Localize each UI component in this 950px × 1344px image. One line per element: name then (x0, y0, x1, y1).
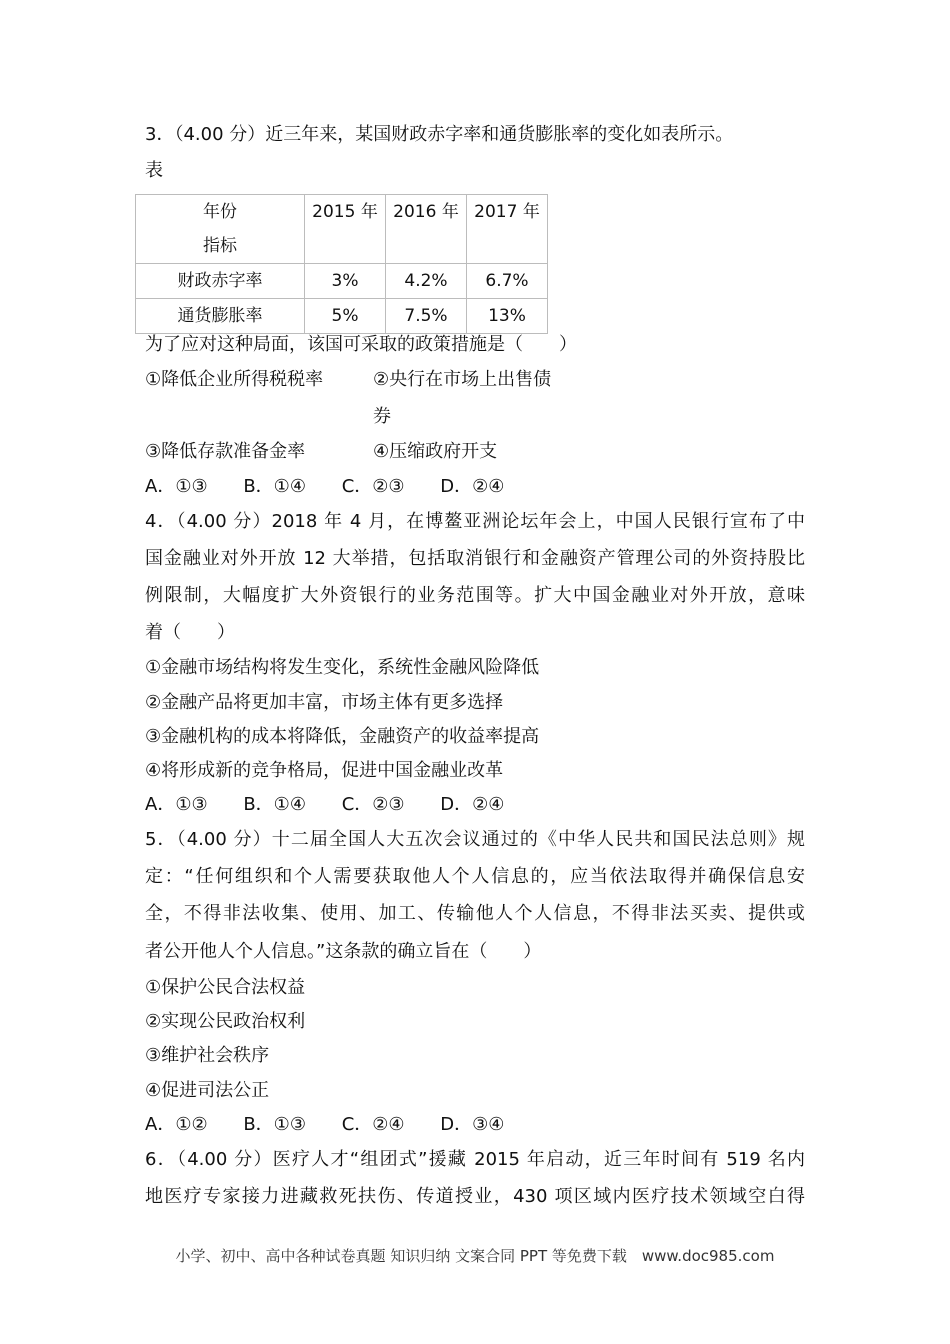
table-cell: 4.2% (386, 264, 467, 299)
table-row (136, 299, 548, 334)
q3-option-1: ①降低企业所得税税率 (145, 369, 324, 390)
year-header-2017: 2017 年 (467, 195, 548, 264)
q6-stem-line-2: 地医疗专家接力进藏救死扶伤、传道授业，430 项区域内医疗技术领域空白得 (145, 1186, 805, 1207)
q5-option-4: ④促进司法公正 (145, 1080, 270, 1101)
q3-stem: 3．（4.00 分）近三年来，某国财政赤字率和通货膨胀率的变化如表所示。 (145, 124, 734, 145)
choice-a[interactable]: A．①③ (145, 476, 208, 497)
q3-choices (145, 474, 504, 500)
q5-option-1: ①保护公民合法权益 (145, 977, 306, 998)
table-row (136, 264, 548, 299)
choice-c[interactable]: C．②③ (341, 794, 405, 815)
q5-stem-line-1: 5．（4.00 分）十二届全国人大五次会议通过的《中华人民共和国民法总则》规 (145, 829, 805, 850)
q3-option-4: ④压缩政府开支 (373, 441, 498, 462)
q5-option-2: ②实现公民政治权利 (145, 1011, 306, 1032)
q4-stem-line-4: 着（ ） (145, 622, 235, 643)
q4-option-1: ①金融市场结构将发生变化，系统性金融风险降低 (145, 657, 540, 678)
year-header-2015: 2015 年 (305, 195, 386, 264)
choice-c[interactable]: C．②④ (341, 1114, 405, 1135)
q6-stem-line-1: 6．（4.00 分）医疗人才“组团式”援藏 2015 年启动，近三年时间有 519 名内 (145, 1149, 805, 1170)
q4-choices (145, 792, 504, 818)
table-cell: 13% (467, 299, 548, 334)
choice-a[interactable]: A．①② (145, 1114, 208, 1135)
choice-c[interactable]: C．②③ (341, 476, 405, 497)
table-cell: 3% (305, 264, 386, 299)
q4-stem-line-1: 4．（4.00 分）2018 年 4 月，在博鳌亚洲论坛年会上，中国人民银行宣布了中 (145, 511, 805, 532)
choice-b[interactable]: B．①④ (243, 476, 306, 497)
corner-bottom-label: 指标 (203, 236, 237, 256)
q3-option-2: ②央行在市场上出售债 (373, 369, 552, 390)
choice-d[interactable]: D．②④ (440, 794, 505, 815)
choice-d[interactable]: D．③④ (440, 1114, 505, 1135)
table-cell: 6.7% (467, 264, 548, 299)
q3-question: 为了应对这种局面，该国可采取的政策措施是（ ） (145, 334, 577, 355)
q5-stem-line-2: 定：“任何组织和个人需要获取他人个人信息的，应当依法取得并确保信息安 (145, 866, 805, 887)
table-cell: 7.5% (386, 299, 467, 334)
page-footer: 小学、初中、高中各种试卷真题 知识归纳 文案合同 PPT 等免费下载 www.doc985.com (175, 1247, 775, 1265)
q5-choices (145, 1112, 504, 1138)
q5-option-3: ③维护社会秩序 (145, 1045, 270, 1066)
q4-stem-line-3: 例限制，大幅度扩大外资银行的业务范围等。扩大中国金融业对外开放，意味 (145, 585, 805, 606)
q5-stem-line-3: 全，不得非法收集、使用、加工、传输他人个人信息，不得非法买卖、提供或 (145, 903, 805, 924)
row-label-inflation: 通货膨胀率 (136, 299, 305, 334)
q4-option-2: ②金融产品将更加丰富，市场主体有更多选择 (145, 692, 504, 713)
row-label-deficit: 财政赤字率 (136, 264, 305, 299)
choice-a[interactable]: A．①③ (145, 794, 208, 815)
table-corner-cell (136, 195, 305, 264)
q4-option-4: ④将形成新的竞争格局，促进中国金融业改革 (145, 760, 504, 781)
choice-b[interactable]: B．①④ (243, 794, 306, 815)
table-cell: 5% (305, 299, 386, 334)
q4-option-3: ③金融机构的成本将降低，金融资产的收益率提高 (145, 726, 540, 747)
q3-option-2-cont: 券 (373, 406, 391, 427)
q4-stem-line-2: 国金融业对外开放 12 大举措，包括取消银行和金融资产管理公司的外资持股比 (145, 548, 805, 569)
q3-option-3: ③降低存款准备金率 (145, 441, 306, 462)
year-header-2016: 2016 年 (386, 195, 467, 264)
corner-top-label: 年份 (203, 202, 237, 222)
choice-d[interactable]: D．②④ (440, 476, 505, 497)
q3-data-table (135, 194, 548, 334)
choice-b[interactable]: B．①③ (243, 1114, 306, 1135)
q3-table-caption: 表 (145, 160, 163, 181)
q5-stem-line-4: 者公开他人个人信息。”这条款的确立旨在（ ） (145, 941, 542, 962)
